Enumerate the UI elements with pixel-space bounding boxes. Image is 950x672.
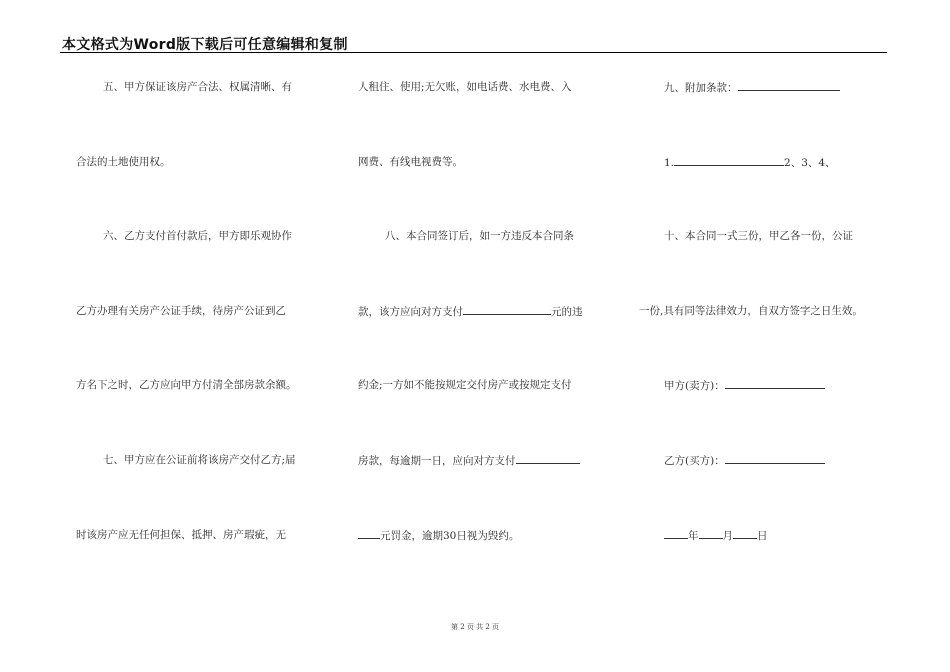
clause-8-penalty-text: 款，该方应向对方支付: [358, 306, 463, 318]
clause-8-fine-text: 元罚金，逾期30日视为毁约。: [380, 530, 520, 542]
clause-8-line-3: 约金;一方如不能按规定交付房产或按规定支付: [358, 379, 572, 391]
term-1-blank: [674, 155, 784, 166]
clause-7-line-1: 七、甲方应在公证前将该房产交付乙方;届: [103, 454, 296, 466]
clause-6-line-3: 方名下之时，乙方应向甲方付清全部房款余额。: [76, 379, 297, 391]
clause-8-line-1: 八、本合同签订后，如一方违反本合同条: [385, 230, 574, 242]
daily-penalty-blank: [516, 453, 580, 464]
clause-8-daily-text: 房款，每逾期一日，应向对方支付: [358, 455, 516, 467]
daily-penalty-blank-continued: [358, 528, 380, 539]
clause-7-line-2: 时该房产应无任何担保、抵押、房产瑕疵，无: [76, 529, 286, 541]
seller-label: 甲方(卖方)：: [664, 380, 725, 392]
month-blank: [699, 528, 723, 539]
clause-6-line-1: 六、乙方支付首付款后，甲方即乐观协作: [103, 230, 292, 242]
clause-7-line-3: 人租住、使用;无欠账，如电话费、水电费、入: [358, 81, 572, 93]
clause-6-line-2: 乙方办理有关房产公证手续，待房产公证到乙: [76, 305, 286, 317]
clause-10-line-1: 十、本合同一式三份，甲乙各一份，公证: [664, 230, 853, 242]
clause-8-penalty-unit: 元的违: [551, 306, 583, 318]
clause-7-line-4: 网费、有线电视费等。: [358, 156, 463, 168]
buyer-signature-blank: [725, 453, 825, 464]
month-label: 月: [722, 530, 733, 542]
day-label: 日: [757, 530, 768, 542]
seller-signature-line: [664, 378, 825, 393]
page-number-footer: 第 2 页 共 2 页: [450, 623, 500, 631]
day-blank: [733, 528, 757, 539]
clause-9-label: 九、附加条款：: [664, 82, 738, 94]
buyer-label: 乙方(买方)：: [664, 455, 725, 467]
clause-10-line-2: 一份,具有同等法律效力，自双方签字之日生效。: [639, 305, 863, 317]
penalty-amount-blank: [463, 304, 551, 315]
seller-signature-blank: [725, 378, 825, 389]
clause-8-line-4: [358, 453, 580, 468]
year-blank: [664, 528, 688, 539]
clause-5-line-2: 合法的土地使用权。: [76, 156, 171, 168]
year-label: 年: [688, 530, 699, 542]
clause-8-line-5: [358, 528, 519, 543]
buyer-signature-line: [664, 453, 825, 468]
header-divider: [60, 52, 887, 53]
terms-2-4-label: 2、3、4、: [784, 157, 836, 169]
signing-date-line: [664, 528, 768, 543]
clause-5-line-1: 五、甲方保证该房产合法、权属清晰、有: [103, 81, 292, 93]
clause-9-line-1: [664, 80, 840, 95]
additional-terms-blank: [738, 80, 840, 91]
clause-8-line-2: [358, 304, 583, 319]
term-1-label: 1.: [664, 157, 675, 169]
page-header-title: 本文格式为Word版下载后可任意编辑和复制: [62, 37, 348, 53]
clause-9-line-2: [664, 155, 836, 170]
